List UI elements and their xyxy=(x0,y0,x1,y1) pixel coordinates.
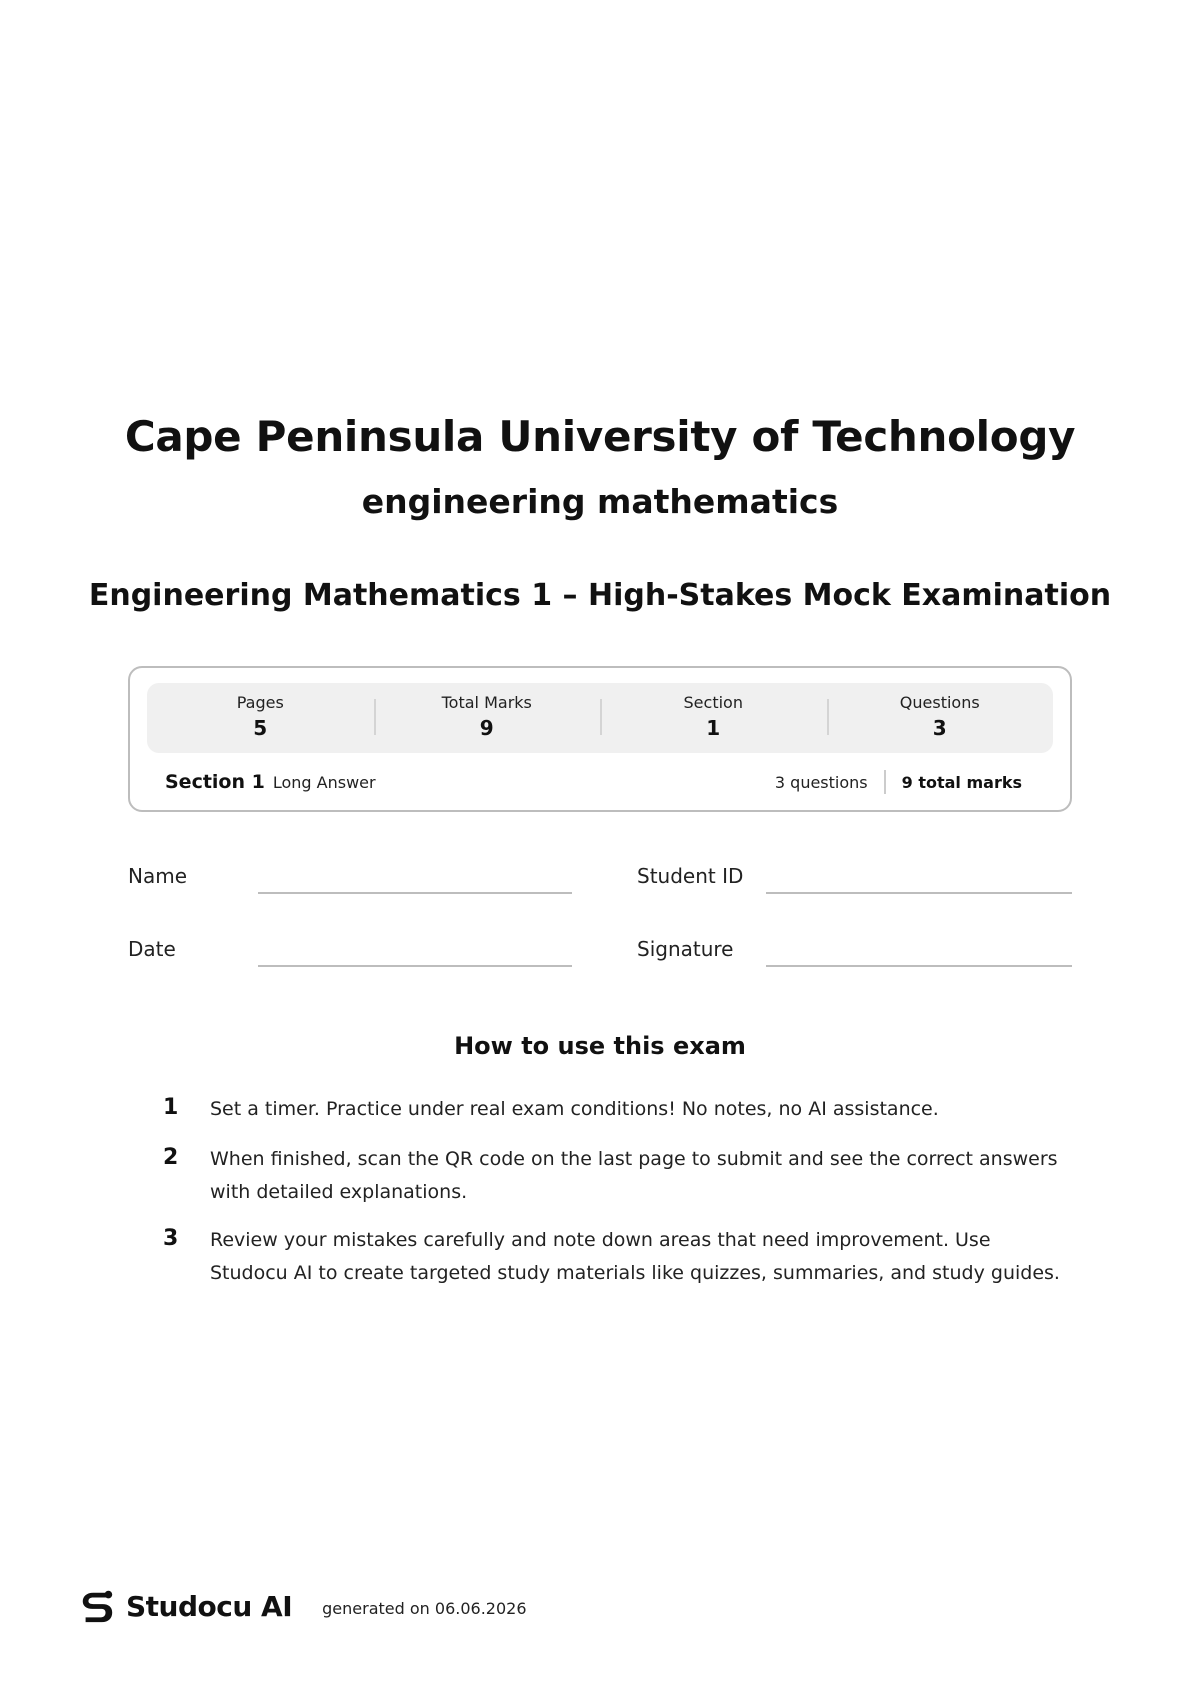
date-line[interactable] xyxy=(258,965,572,967)
stat-label: Questions xyxy=(899,693,980,712)
howto-step xyxy=(160,1093,1060,1126)
exam-title: Engineering Mathematics 1 – High-Stakes Mock Examination xyxy=(88,578,1112,613)
section-name: Section 1 xyxy=(165,771,265,793)
signature-line[interactable] xyxy=(766,965,1072,967)
stat-section xyxy=(600,683,827,753)
howto-step xyxy=(160,1143,1060,1209)
stat-pages xyxy=(147,683,374,753)
student-id-line[interactable] xyxy=(766,892,1072,894)
step-number: 2 xyxy=(163,1145,179,1170)
howto-step xyxy=(160,1224,1060,1290)
section-total-marks: 9 total marks xyxy=(901,772,1022,792)
name-line[interactable] xyxy=(258,892,572,894)
stat-label: Pages xyxy=(236,693,284,712)
step-text: When finished, scan the QR code on the last page to submit and see the correct answers with detailed explanations. xyxy=(210,1148,1058,1203)
name-label: Name xyxy=(128,864,188,888)
stat-total-marks xyxy=(374,683,601,753)
student-id-label: Student ID xyxy=(637,864,744,888)
section-type: Long Answer xyxy=(272,772,376,792)
footer xyxy=(78,1586,527,1626)
signature-label: Signature xyxy=(637,937,734,961)
generated-date: generated on 06.06.2026 xyxy=(322,1598,527,1618)
section-question-count: 3 questions xyxy=(774,772,868,792)
step-number: 1 xyxy=(163,1095,179,1120)
howto-title: How to use this exam xyxy=(454,1032,746,1060)
date-label: Date xyxy=(128,937,176,961)
section-summary-row xyxy=(165,769,1022,795)
stat-value: 9 xyxy=(479,716,494,740)
stat-label: Section xyxy=(683,693,743,712)
studocu-logo-icon xyxy=(78,1587,116,1625)
step-text: Set a timer. Practice under real exam conditions! No notes, no AI assistance. xyxy=(210,1098,939,1120)
university-title: Cape Peninsula University of Technology xyxy=(124,412,1076,461)
stat-value: 3 xyxy=(932,716,947,740)
exam-stats xyxy=(147,683,1053,753)
stat-questions xyxy=(827,683,1054,753)
course-name: engineering mathematics xyxy=(361,482,839,521)
exam-info-box xyxy=(128,666,1072,812)
section-divider xyxy=(884,770,886,794)
studocu-brand: Studocu AI xyxy=(126,1589,293,1623)
step-number: 3 xyxy=(163,1226,179,1251)
step-text: Review your mistakes carefully and note down areas that need improvement. Use Studocu AI to create targeted study materials like quizzes, summaries, and study guides. xyxy=(210,1229,1060,1284)
stat-value: 5 xyxy=(253,716,268,740)
stat-value: 1 xyxy=(706,716,721,740)
stat-label: Total Marks xyxy=(441,693,532,712)
